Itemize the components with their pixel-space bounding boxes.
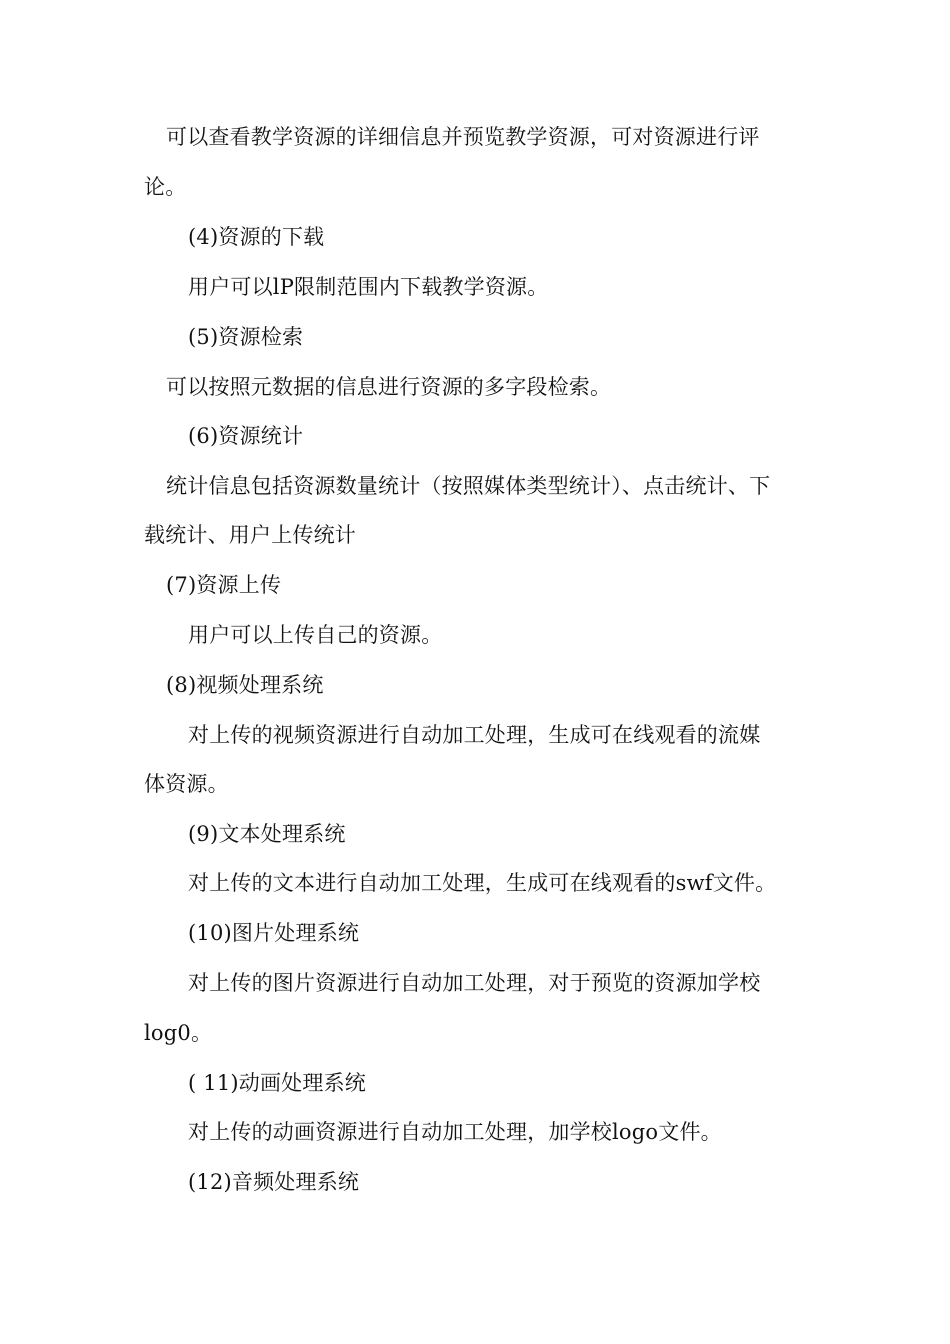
section-heading: (6)资源统计: [188, 424, 304, 448]
section-heading: ( 11)动画处理系统: [188, 1071, 366, 1095]
paragraph-line: 体资源。: [144, 772, 229, 796]
paragraph-line: 对上传的图片资源进行自动加工处理，对于预览的资源加学校: [188, 971, 761, 995]
paragraph-line: 对上传的文本进行自动加工处理，生成可在线观看的swf文件。: [188, 871, 777, 895]
section-heading: (8)视频处理系统: [166, 673, 324, 697]
paragraph-line: 论。: [144, 175, 187, 199]
paragraph-line: 统计信息包括资源数量统计（按照媒体类型统计）、点击统计、下: [166, 474, 771, 498]
section-heading: (5)资源检索: [188, 325, 304, 349]
paragraph-line: 对上传的视频资源进行自动加工处理，生成可在线观看的流媒: [188, 723, 761, 747]
paragraph-line: 可以按照元数据的信息进行资源的多字段检索。: [166, 375, 612, 399]
section-heading: (10)图片处理系统: [188, 921, 360, 945]
section-heading: (7)资源上传: [166, 573, 282, 597]
section-heading: (9)文本处理系统: [188, 822, 346, 846]
paragraph-line: 可以查看教学资源的详细信息并预览教学资源，可对资源进行评: [166, 125, 760, 149]
section-heading: (12)音频处理系统: [188, 1170, 360, 1194]
paragraph-line: 载统计、用户上传统计: [144, 523, 356, 547]
paragraph-line: 用户可以上传自己的资源。: [188, 623, 443, 647]
section-heading: (4)资源的下载: [188, 225, 325, 249]
paragraph-line: 用户可以lP限制范围内下载教学资源。: [188, 275, 549, 299]
paragraph-line: 对上传的动画资源进行自动加工处理，加学校logo文件。: [188, 1120, 722, 1144]
paragraph-line: log0。: [144, 1021, 213, 1045]
